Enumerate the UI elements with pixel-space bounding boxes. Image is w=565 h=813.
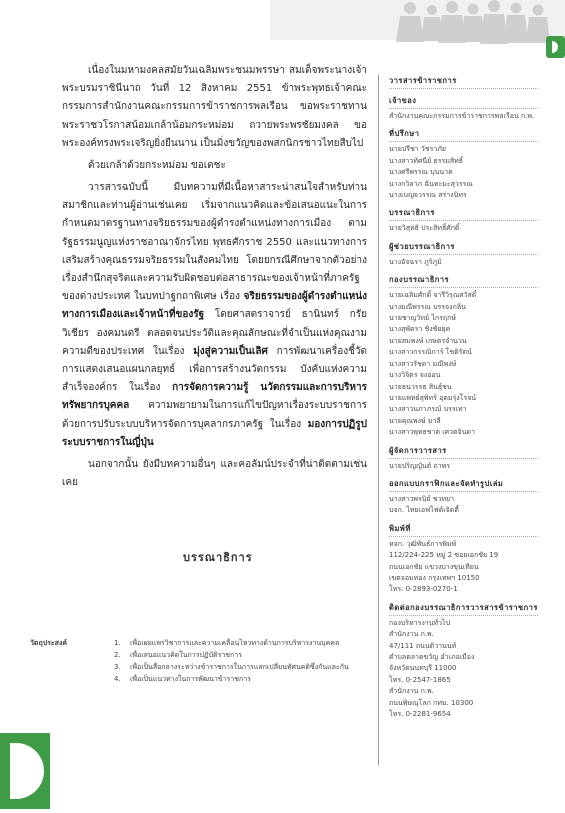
objectives-label: วัตถุประสงค์ [30,639,68,647]
article-title-knowledge: การจัดการความรู้ นวัตกรรมและการบริหารทรัพยากรบุคคล [62,382,367,412]
objective-item: 1. เพื่อเผยแพร่วิชาการและความเคลื่อนไหวทางด้านการบริหารงานบุคคล [114,639,340,647]
blessing-line: ด้วยเกล้าด้วยกระหม่อม ขอเดชะ [88,160,226,172]
article-title-japan: มองการปฏิรูประบบราชการในญี่ปุ่น [62,418,367,448]
article-title-excellence: มุ่งสู่ความเป็นเลิศ [193,345,268,357]
masthead-contact: ติดต่อกองบรรณาธิการวารสารข้าราชการ กองบริหารงานทั่วไป สำนักงาน ก.พ. 47/111 ถนนติวานนท์ ตำบลตลาดขวัญ อำเภอเมือง จังหวัดนนทบุรี 11000 โทร. 0-2547-1865 สำนักงาน ก.พ. ถนนพิษณุโลก กทม. 10300 โทร. 0-2281-9654 [389,602,538,719]
objective-item: 2. เพื่อเสนอแนวคิดในการปฏิบัติราชการ [114,651,242,659]
objective-item: 4. เพื่อเป็นแนวทางในการพัฒนาข้าราชการ [114,675,251,683]
objectives-list [114,637,404,685]
masthead-sidebar [378,75,538,765]
article-title-ethics: จริยธรรมของผู้ดำรงตำแหน่งทางการเมืองและเจ้าหน้าที่ของรัฐ [62,291,367,321]
masthead-editor: บรรณาธิการ นายวิสุทธิ ประสิทธิ์ศักดิ์ [389,207,538,234]
people-silhouette-graphic [270,0,565,70]
articles-paragraph: วารสารฉบับนี้ มีบทความที่มีเนื้อหาสาระน่าสนใจสำหรับท่านสมาชิกและท่านผู้อ่านเช่นเคย เริ่มจากแนวคิดและข้อเสนอแนะในการกำหนดมาตรฐานทางจริยธรรมของผู้ดำรงตำแหน่งทางการเมือง ตามรัฐธรรมนูญแห่งราชอาณาจักรไทย พุทธศักราช 2550 และแนวทางการเสริมสร้างคุณธรรมจริยธรรมในสังคมไทย โดยยกรณีศึกษาจากตัวอย่างเรื่องสำนึกสุจริตและความรับผิดชอบต่อสาธารณะของเจ้าหน้าที่ภาครัฐของต่างประเทศ ในบทปาฐกถาพิเศษ เรื่อง จริยธรรมของผู้ดำรงตำแหน่งทางการเมืองและเจ้าหน้าที่ของรัฐ โดยศาสตราจารย์ ธานินทร์ กรัยวิเชียร องคมนตรี ตลอดจนประวัติและคุณลักษณะที่จำเป็นแห่งคุณงามความดีของประเทศ ในเรื่อง มุ่งสู่ความเป็นเลิศ การพัฒนาเครื่องชี้วัดการแสดงเสนอแผนกลยุทธ์ เพื่อการสร้างนวัตกรรม บังคับแห่งความสำเร็จองค์กร ในเรื่อง การจัดการความรู้ นวัตกรรมและการบริหารทรัพยากรบุคคล ความพยายามในการแก้ไขปัญหาเรื่องระบบราชการด้วยการปรับระบบบริหารจัดการบุคลากรภาครัฐ ในเรื่อง มองการปฏิรูประบบราชการในญี่ปุ่น [62,182,367,448]
masthead-manager: ผู้จัดการวารสาร นายปริญญันต์ ถาพร [389,445,538,472]
masthead-printer: พิมพ์ที่ หจก. วุฒิพันธ์การพิมพ์ 112/224-225 หมู่ 2 ซอยเอกชัย 19 ถนนเอกชัย แขวงบางขุนเทียน เขตจอมทอง กรุงเทพฯ 10150 โทร. 0-2893-0270-1 [389,523,538,596]
page-corner-tab [0,733,50,809]
masthead-owner: เจ้าของ สำนักงานคณะกรรมการข้าราชการพลเรือน ก.พ. [389,95,538,122]
objective-item: 3. เพื่อเป็นสื่อกลางระหว่างข้าราชการในการแลกเปลี่ยนทัศนคติซึ่งกันและกัน [114,663,349,671]
masthead-assistant-editor: ผู้ช่วยบรรณาธิการ นางอัจฉรา ภูริภูมิ [389,241,538,268]
masthead-journal: วารสารข้าราชการ [389,75,538,89]
closing-paragraph: นอกจากนั้น ยังมีบทความอื่นๆ และคอลัมน์ประจำที่น่าติดตามเช่นเคย [62,459,367,489]
editor-signature: บรรณาธิการ [183,551,253,564]
editorial-body [62,62,367,496]
header-silhouette-banner [270,0,565,70]
masthead-editorial-board: กองบรรณาธิการ นายเฉลิมศักดิ์ จารีวิรุณสวัสดิ์ นางมณีพรรณ บรรจงกลิ่น นายชาญวิทย์ ไกรฤกษ์ นางสุพัตรา ชิงชัยยุค นายสมพงษ์ เกษตรจำนวน นางสาวกรรณิการ์ โชติรัตน์ นางสาวรัชดา มณีพงษ์ นางวิจิตร จงอ่อน นายธนวรรธ สินธุ์ชน นายแพทย์สุพิทร์ อุดมรุ่งโรจน์ นางสาวนภาภรณ์ บรรเทา นายคุณพงษ์ มาลี นางสาวพุทธชาด เศวตจินดา [389,274,538,438]
masthead-design: ออกแบบกราฟิกและจัดทำรูปเล่ม นางสาวพรนิย์ ชวทยา บจก. ไทยเอฟโฟต์เจิดตี้ [389,478,538,517]
masthead-advisors: ที่ปรึกษา นายปรีชา วัชราภัย นางสาวทัศนีย์ ธรรมสิทธิ์ นางศรีพรรณ บุนนาค นางกวิลาภ ฉันทะมะสุวรรณ นางเบญจวรรณ สร่างนิทร [389,128,538,201]
opening-paragraph: เนื่องในมหามงคลสมัยวันเฉลิมพระชนมพรรษา สมเด็จพระนางเจ้าพระบรมราชินีนาถ วันที่ 12 สิงหาคม 2551 ข้าพระพุทธเจ้าคณะกรรมการสำนักงานคณะกรรมการข้าราชการพลเรือน ขอพระราชทานพระราชวโรกาสน้อมเกล้าน้อมกระหม่อม ถวายพระพรชัยมงคล ขอพระองค์ทรงพระเจริญยิ่งยืนนาน เป็นมิ่งขวัญของพสกนิกรชาวไทยสืบไป [62,65,367,149]
